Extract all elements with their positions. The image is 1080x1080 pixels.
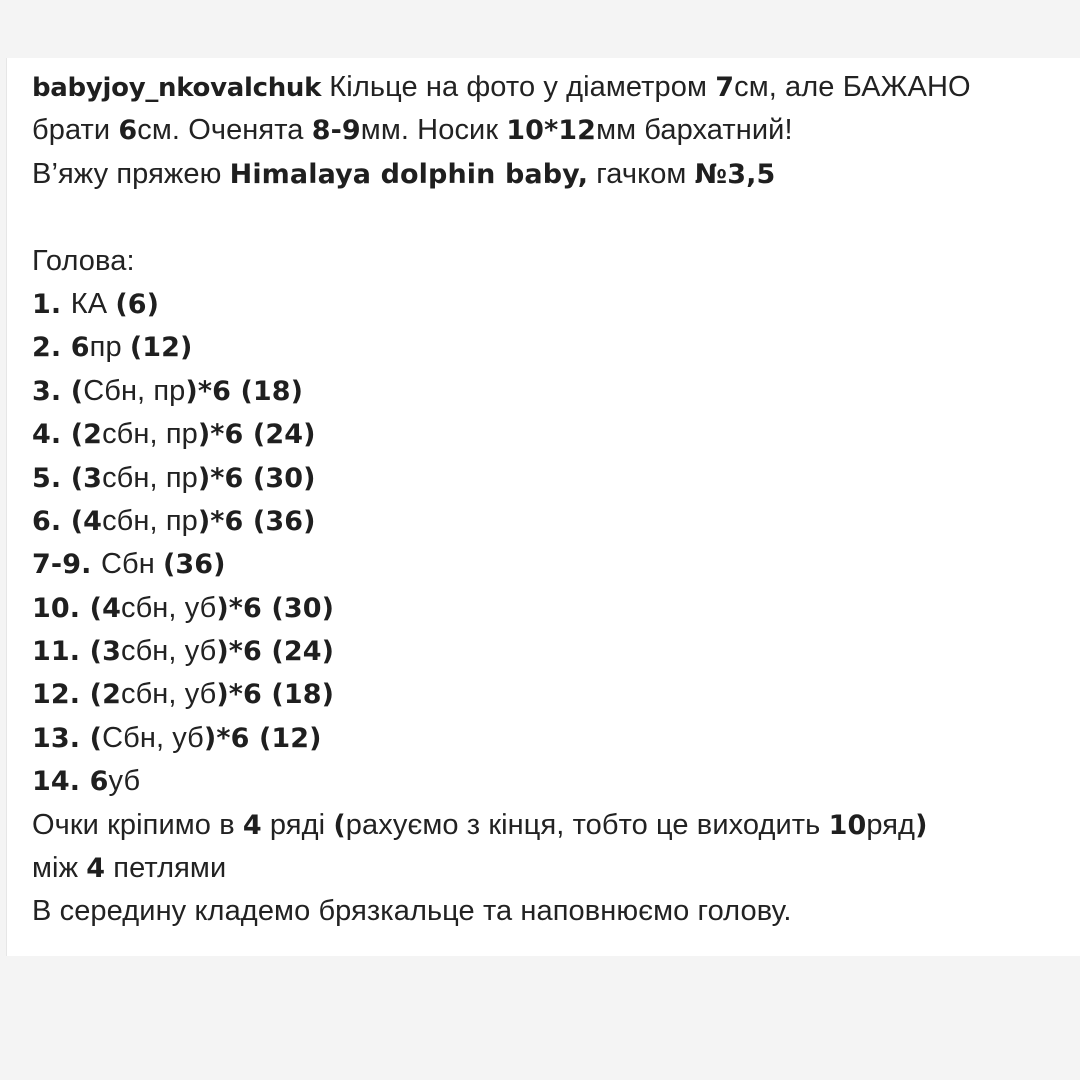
pattern-row-segment: 12. (2 bbox=[32, 679, 121, 711]
pattern-row-segment: )*6 (12) bbox=[203, 722, 322, 754]
intro-segment: мм. Носик bbox=[360, 114, 507, 147]
pattern-row-segment: 10. (4 bbox=[32, 592, 121, 624]
intro-segment: брати bbox=[32, 114, 119, 147]
intro-segment: мм бархатний! bbox=[596, 114, 793, 147]
note-line-segment: рахуємо з кінця, тобто це виходить bbox=[345, 808, 829, 841]
pattern-row-segment: 7-9. bbox=[32, 549, 101, 581]
intro-segment: Himalaya dolphin baby, bbox=[229, 158, 589, 190]
caption-line bbox=[32, 153, 1072, 196]
pattern-row bbox=[32, 500, 1072, 543]
pattern-row-segment: сбн, уб bbox=[120, 635, 217, 668]
intro-segment: см. Оченята bbox=[137, 114, 312, 147]
pattern-row-segment: сбн, пр bbox=[102, 418, 198, 451]
pattern-row-segment: (6) bbox=[115, 288, 160, 320]
pattern-row-segment: )*6 (18) bbox=[216, 679, 335, 711]
pattern-notes bbox=[32, 804, 1072, 934]
intro-segment: см, але БАЖАНО bbox=[734, 71, 971, 103]
pattern-row-segment: уб bbox=[108, 765, 141, 798]
note-line-segment: ряд bbox=[866, 808, 916, 841]
pattern-row-segment: КА bbox=[70, 287, 116, 320]
pattern-row-segment: (12) bbox=[129, 332, 193, 364]
pattern-row-segment: 4. (2 bbox=[32, 419, 103, 451]
pattern-row bbox=[32, 673, 1072, 716]
pattern-row-segment: (36) bbox=[162, 549, 226, 581]
intro-segment: 10*12 bbox=[506, 115, 597, 147]
intro-segment: 7 bbox=[715, 72, 735, 103]
note-line-segment: 4 bbox=[242, 809, 262, 841]
pattern-row-segment: 5. (3 bbox=[32, 462, 103, 494]
pattern-row bbox=[32, 370, 1072, 413]
pattern-rows bbox=[32, 283, 1072, 804]
pattern-row-segment: сбн, пр bbox=[102, 461, 198, 494]
pattern-row bbox=[32, 587, 1072, 630]
pattern-row-segment: пр bbox=[89, 331, 130, 364]
pattern-row-segment: )*6 (36) bbox=[197, 505, 316, 537]
pattern-row-segment: сбн, уб bbox=[120, 678, 217, 711]
pattern-row-segment: )*6 (30) bbox=[197, 462, 316, 494]
note-line-segment: 4 bbox=[86, 853, 106, 885]
pattern-row-segment: сбн, пр bbox=[102, 504, 198, 537]
pattern-row-segment: сбн, уб bbox=[120, 591, 217, 624]
pattern-row-segment: Сбн bbox=[100, 548, 163, 581]
intro-segment: В’яжу пряжею bbox=[32, 157, 230, 190]
pattern-row-segment: Сбн, пр bbox=[83, 374, 186, 407]
pattern-row bbox=[32, 630, 1072, 673]
intro-segment: №3,5 bbox=[694, 158, 776, 190]
pattern-row bbox=[32, 543, 1072, 586]
pattern-row-segment: 1. bbox=[32, 288, 71, 320]
note-line-segment: ) bbox=[915, 809, 928, 841]
caption-line bbox=[32, 109, 1072, 152]
note-line-segment: між bbox=[32, 852, 87, 885]
username-link[interactable]: babyjoy_nkovalchuk bbox=[32, 73, 322, 103]
note-line bbox=[32, 804, 1072, 847]
note-line bbox=[32, 847, 1072, 890]
pattern-row-segment: )*6 (24) bbox=[197, 419, 316, 451]
caption-line bbox=[32, 66, 1072, 109]
intro-segment: 6 bbox=[118, 115, 138, 147]
pattern-row-segment: 13. ( bbox=[32, 722, 103, 754]
pattern-row bbox=[32, 457, 1072, 500]
intro-segment: 8-9 bbox=[311, 115, 361, 147]
intro-segment: Кільце на фото у діаметром bbox=[321, 71, 716, 103]
note-line-segment: ( bbox=[333, 809, 346, 841]
note-line-segment: В середину кладемо брязкальце та наповнюємо голову. bbox=[32, 895, 792, 928]
pattern-row-segment: 11. (3 bbox=[32, 636, 121, 668]
pattern-row-segment: )*6 (18) bbox=[185, 375, 304, 407]
blank-line bbox=[32, 196, 1072, 239]
note-line bbox=[32, 890, 1072, 933]
pattern-row-segment: )*6 (30) bbox=[216, 592, 335, 624]
pattern-row bbox=[32, 717, 1072, 760]
pattern-row-segment: 6. (4 bbox=[32, 505, 103, 537]
pattern-row-segment: Сбн, уб bbox=[102, 721, 204, 754]
pattern-row bbox=[32, 413, 1072, 456]
note-line-segment: петлями bbox=[105, 852, 227, 885]
note-line-segment: ряді bbox=[261, 808, 334, 841]
pattern-row-segment: 2. 6 bbox=[32, 332, 90, 364]
note-line-segment: Очки кріпимо в bbox=[32, 808, 243, 841]
post-caption bbox=[32, 66, 1072, 934]
intro-segment: гачком bbox=[588, 157, 695, 190]
pattern-row-segment: 3. ( bbox=[32, 375, 84, 407]
section-title: Голова: bbox=[32, 244, 135, 277]
pattern-row bbox=[32, 326, 1072, 369]
pattern-row bbox=[32, 283, 1072, 326]
note-line-segment: 10 bbox=[828, 809, 867, 841]
pattern-row-segment: 14. 6 bbox=[32, 766, 109, 798]
pattern-row-segment: )*6 (24) bbox=[216, 636, 335, 668]
pattern-row bbox=[32, 760, 1072, 803]
